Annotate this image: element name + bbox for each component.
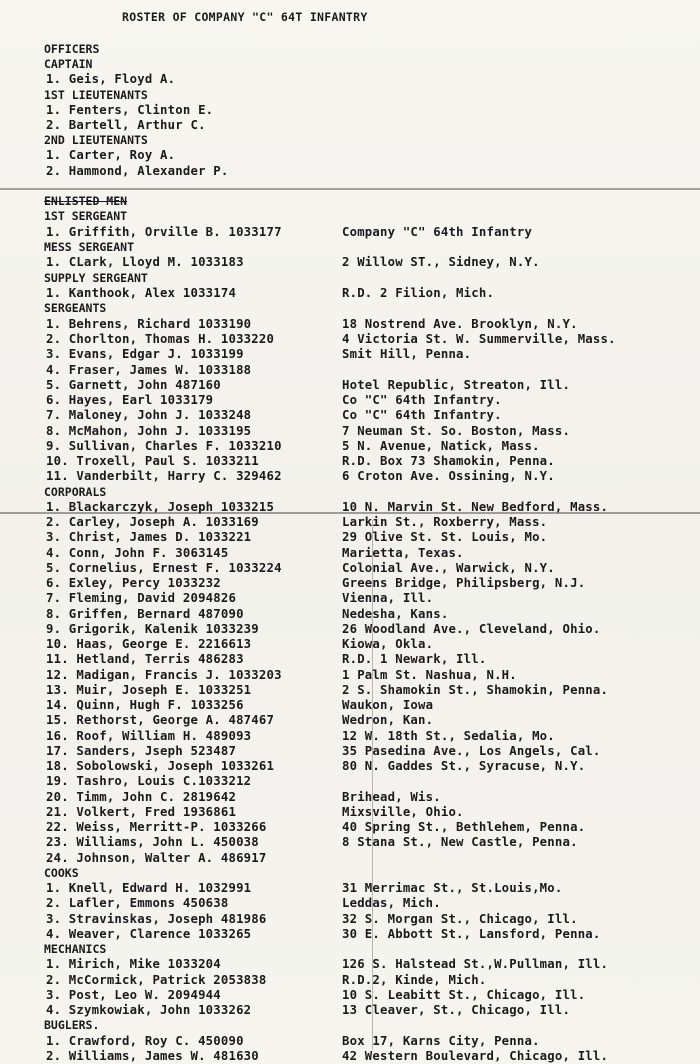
section-heading: SERGEANTS [44,301,107,316]
roster-entry-address: Marietta, Texas. [342,545,464,560]
roster-entry-name: 3. Post, Leo W. 2094944 [46,987,221,1002]
roster-entry-address: 4 Victoria St. W. Summerville, Mass. [342,332,616,347]
roster-entry-name: 2. Lafler, Emmons 450638 [46,896,229,911]
roster-entry-address: Leddas, Mich. [342,896,441,911]
roster-entry-name: 2. McCormick, Patrick 2053838 [46,972,267,987]
roster-entry-name: 4. Fraser, James W. 1033188 [46,362,252,377]
roster-entry-name: 16. Roof, William H. 489093 [46,728,252,743]
roster-entry-address: Mixsville, Ohio. [342,804,464,819]
roster-entry-name: 9. Sullivan, Charles F. 1033210 [46,438,282,453]
roster-entry-name: 10. Troxell, Paul S. 1033211 [46,454,259,469]
roster-entry-address: 12 W. 18th St., Sedalia, Mo. [342,728,555,743]
roster-entry-address: 10 N. Marvin St. New Bedford, Mass. [342,499,609,514]
roster-entry-address: 80 N. Gaddes St., Syracuse, N.Y. [342,759,586,774]
roster-entry-name: 1. Kanthook, Alex 1033174 [46,286,237,301]
roster-entry-name: 6. Exley, Percy 1033232 [46,576,221,591]
roster-entry-name: 6. Hayes, Earl 1033179 [46,393,214,408]
roster-entry-address: 29 Olive St. St. Louis, Mo. [342,530,548,545]
roster-entry-name: 11. Hetland, Terris 486283 [46,652,244,667]
roster-entry-name: 5. Garnett, John 487160 [46,377,221,392]
roster-entry-name: 1. Crawford, Roy C. 450090 [46,1033,244,1048]
roster-entry-name: 17. Sanders, Jseph 523487 [46,743,237,758]
officer-entry: 1. Carter, Roy A. [46,148,176,163]
roster-entry-name: 1. Griffith, Orville B. 1033177 [46,224,282,239]
section-heading: BUGLERS. [44,1018,100,1033]
roster-entry-name: 15. Rethorst, George A. 487467 [46,713,275,728]
roster-entry-address: Vienna, Ill. [342,591,434,606]
roster-entry-address: R.D. 2 Filion, Mich. [342,286,495,301]
roster-entry-address: R.D.2, Kinde, Mich. [342,972,487,987]
document-title: ROSTER OF COMPANY "C" 64T INFANTRY [122,10,368,24]
roster-entry-address: 6 Croton Ave. Ossining, N.Y. [342,469,555,484]
roster-entry-address: 8 Stana St., New Castle, Penna. [342,835,578,850]
officer-entry: 1. Fenters, Clinton E. [46,102,214,117]
roster-entry-address: 1 Palm St. Nashua, N.H. [342,667,517,682]
roster-entry-name: 10. Haas, George E. 2216613 [46,637,252,652]
roster-entry-address: Hotel Republic, Streaton, Ill. [342,377,571,392]
roster-entry-name: 1. Knell, Edward H. 1032991 [46,881,252,896]
officers-heading: OFFICERS [44,42,100,56]
roster-entry-address: 26 Woodland Ave., Cleveland, Ohio. [342,621,601,636]
officer-entry: 2. Hammond, Alexander P. [46,163,229,178]
section-heading: COOKS [44,865,79,880]
fold-crease [0,188,700,190]
roster-entry-name: 23. Williams, John L. 450038 [46,835,259,850]
roster-entry-name: 18. Sobolowski, Joseph 1033261 [46,759,275,774]
section-heading: MECHANICS [44,942,107,957]
roster-entry-address: 32 S. Morgan St., Chicago, Ill. [342,911,578,926]
roster-entry-address: Smit Hill, Penna. [342,347,472,362]
roster-entry-address: 5 N. Avenue, Natick, Mass. [342,438,540,453]
roster-entry-address: 2 S. Shamokin St., Shamokin, Penna. [342,682,609,697]
roster-entry-name: 8. McMahon, John J. 1033195 [46,423,252,438]
officer-rank-heading: CAPTAIN [44,57,93,72]
roster-entry-address: 18 Nostrend Ave. Brooklyn, N.Y. [342,316,578,331]
roster-entry-name: 1. Mirich, Mike 1033204 [46,957,221,972]
roster-entry-address: Company "C" 64th Infantry [342,224,533,239]
roster-entry-name: 11. Vanderbilt, Harry C. 329462 [46,469,282,484]
roster-entry-address: Larkin St., Roxberry, Mass. [342,515,548,530]
roster-entry-address: Greens Bridge, Philipsberg, N.J. [342,576,586,591]
roster-entry-name: 4. Weaver, Clarence 1033265 [46,926,252,941]
section-heading: 1ST SERGEANT [44,209,128,224]
roster-entry-address: Nedesha, Kans. [342,606,449,621]
roster-entry-name: 22. Weiss, Merritt-P. 1033266 [46,820,267,835]
roster-entry-name: 1. CLark, Lloyd M. 1033183 [46,255,244,270]
roster-entry-name: 8. Griffen, Bernard 487090 [46,606,244,621]
roster-entry-name: 9. Grigorik, Kalenik 1033239 [46,621,259,636]
roster-entry-name: 7. Fleming, David 2094826 [46,591,237,606]
roster-entry-name: 7. Maloney, John J. 1033248 [46,408,252,423]
roster-entry-address: 42 Western Boulevard, Chicago, Ill. [342,1048,609,1063]
roster-entry-name: 3. Stravinskas, Joseph 481986 [46,911,267,926]
roster-entry-address: R.D. 1 Newark, Ill. [342,652,487,667]
roster-entry-address: 40 Spring St., Bethlehem, Penna. [342,820,586,835]
roster-entry-name: 13. Muir, Joseph E. 1033251 [46,682,252,697]
enlisted-heading: ENLISTED MEN [44,194,128,208]
roster-entry-address: 35 Pasedina Ave., Los Angels, Cal. [342,743,601,758]
officer-entry: 2. Bartell, Arthur C. [46,118,206,132]
section-heading: SUPPLY SERGEANT [44,270,148,285]
roster-entry-address: 7 Neuman St. So. Boston, Mass. [342,423,571,438]
roster-entry-address: Waukon, Iowa [342,698,434,713]
roster-entry-name: 2. Chorlton, Thomas H. 1033220 [46,332,275,347]
roster-entry-address: 30 E. Abbott St., Lansford, Penna. [342,926,601,941]
roster-entry-name: 21. Volkert, Fred 1936861 [46,804,237,819]
roster-entry-name: 1. Blackarczyk, Joseph 1033215 [46,499,275,514]
roster-entry-address: Brihead, Wis. [342,789,441,804]
roster-entry-name: 3. Christ, James D. 1033221 [46,530,252,545]
roster-entry-address: Box 17, Karns City, Penna. [342,1033,540,1048]
roster-entry-address: R.D. Box 73 Shamokin, Penna. [342,454,555,469]
roster-entry-name: 19. Tashro, Louis C.1033212 [46,774,252,789]
roster-entry-address: 13 Cleaver, St., Chicago, Ill. [342,1003,571,1018]
section-heading: CORPORALS [44,484,107,499]
roster-entry-name: 24. Johnson, Walter A. 486917 [46,850,267,865]
roster-entry-name: 12. Madigan, Francis J. 1033203 [46,667,282,682]
roster-entry-name: 4. Conn, John F. 3063145 [46,545,229,560]
roster-entry-name: 1. Behrens, Richard 1033190 [46,316,252,331]
roster-entry-address: Colonial Ave., Warwick, N.Y. [342,560,555,575]
roster-entry-name: 5. Cornelius, Ernest F. 1033224 [46,560,282,575]
officer-entry: 1. Geis, Floyd A. [46,72,176,87]
roster-entry-address: Kiowa, Okla. [342,637,434,652]
officer-rank-heading: 2ND LIEUTENANTS [44,133,148,148]
roster-entry-name: 2. Williams, James W. 481630 [46,1048,259,1063]
roster-entry-name: 4. Szymkowiak, John 1033262 [46,1003,252,1018]
roster-entry-name: 2. Carley, Joseph A. 1033169 [46,515,259,530]
roster-entry-address: 126 S. Halstead St.,W.Pullman, Ill. [342,957,609,972]
roster-entry-address: 31 Merrimac St., St.Louis,Mo. [342,881,563,896]
section-heading: MESS SERGEANT [44,239,135,254]
roster-entry-address: 10 S. Leabitt St., Chicago, Ill. [342,987,586,1002]
roster-entry-name: 20. Timm, John C. 2819642 [46,789,237,804]
officer-rank-heading: 1ST LIEUTENANTS [44,87,148,102]
roster-entry-address: Co "C" 64th Infantry. [342,408,502,423]
roster-entry-address: Co "C" 64th Infantry. [342,393,502,408]
roster-entry-name: 3. Evans, Edgar J. 1033199 [46,347,244,362]
roster-entry-name: 14. Quinn, Hugh F. 1033256 [46,698,244,713]
roster-entry-address: 2 Willow ST., Sidney, N.Y. [342,255,540,270]
roster-entry-address: Wedron, Kan. [342,713,434,728]
